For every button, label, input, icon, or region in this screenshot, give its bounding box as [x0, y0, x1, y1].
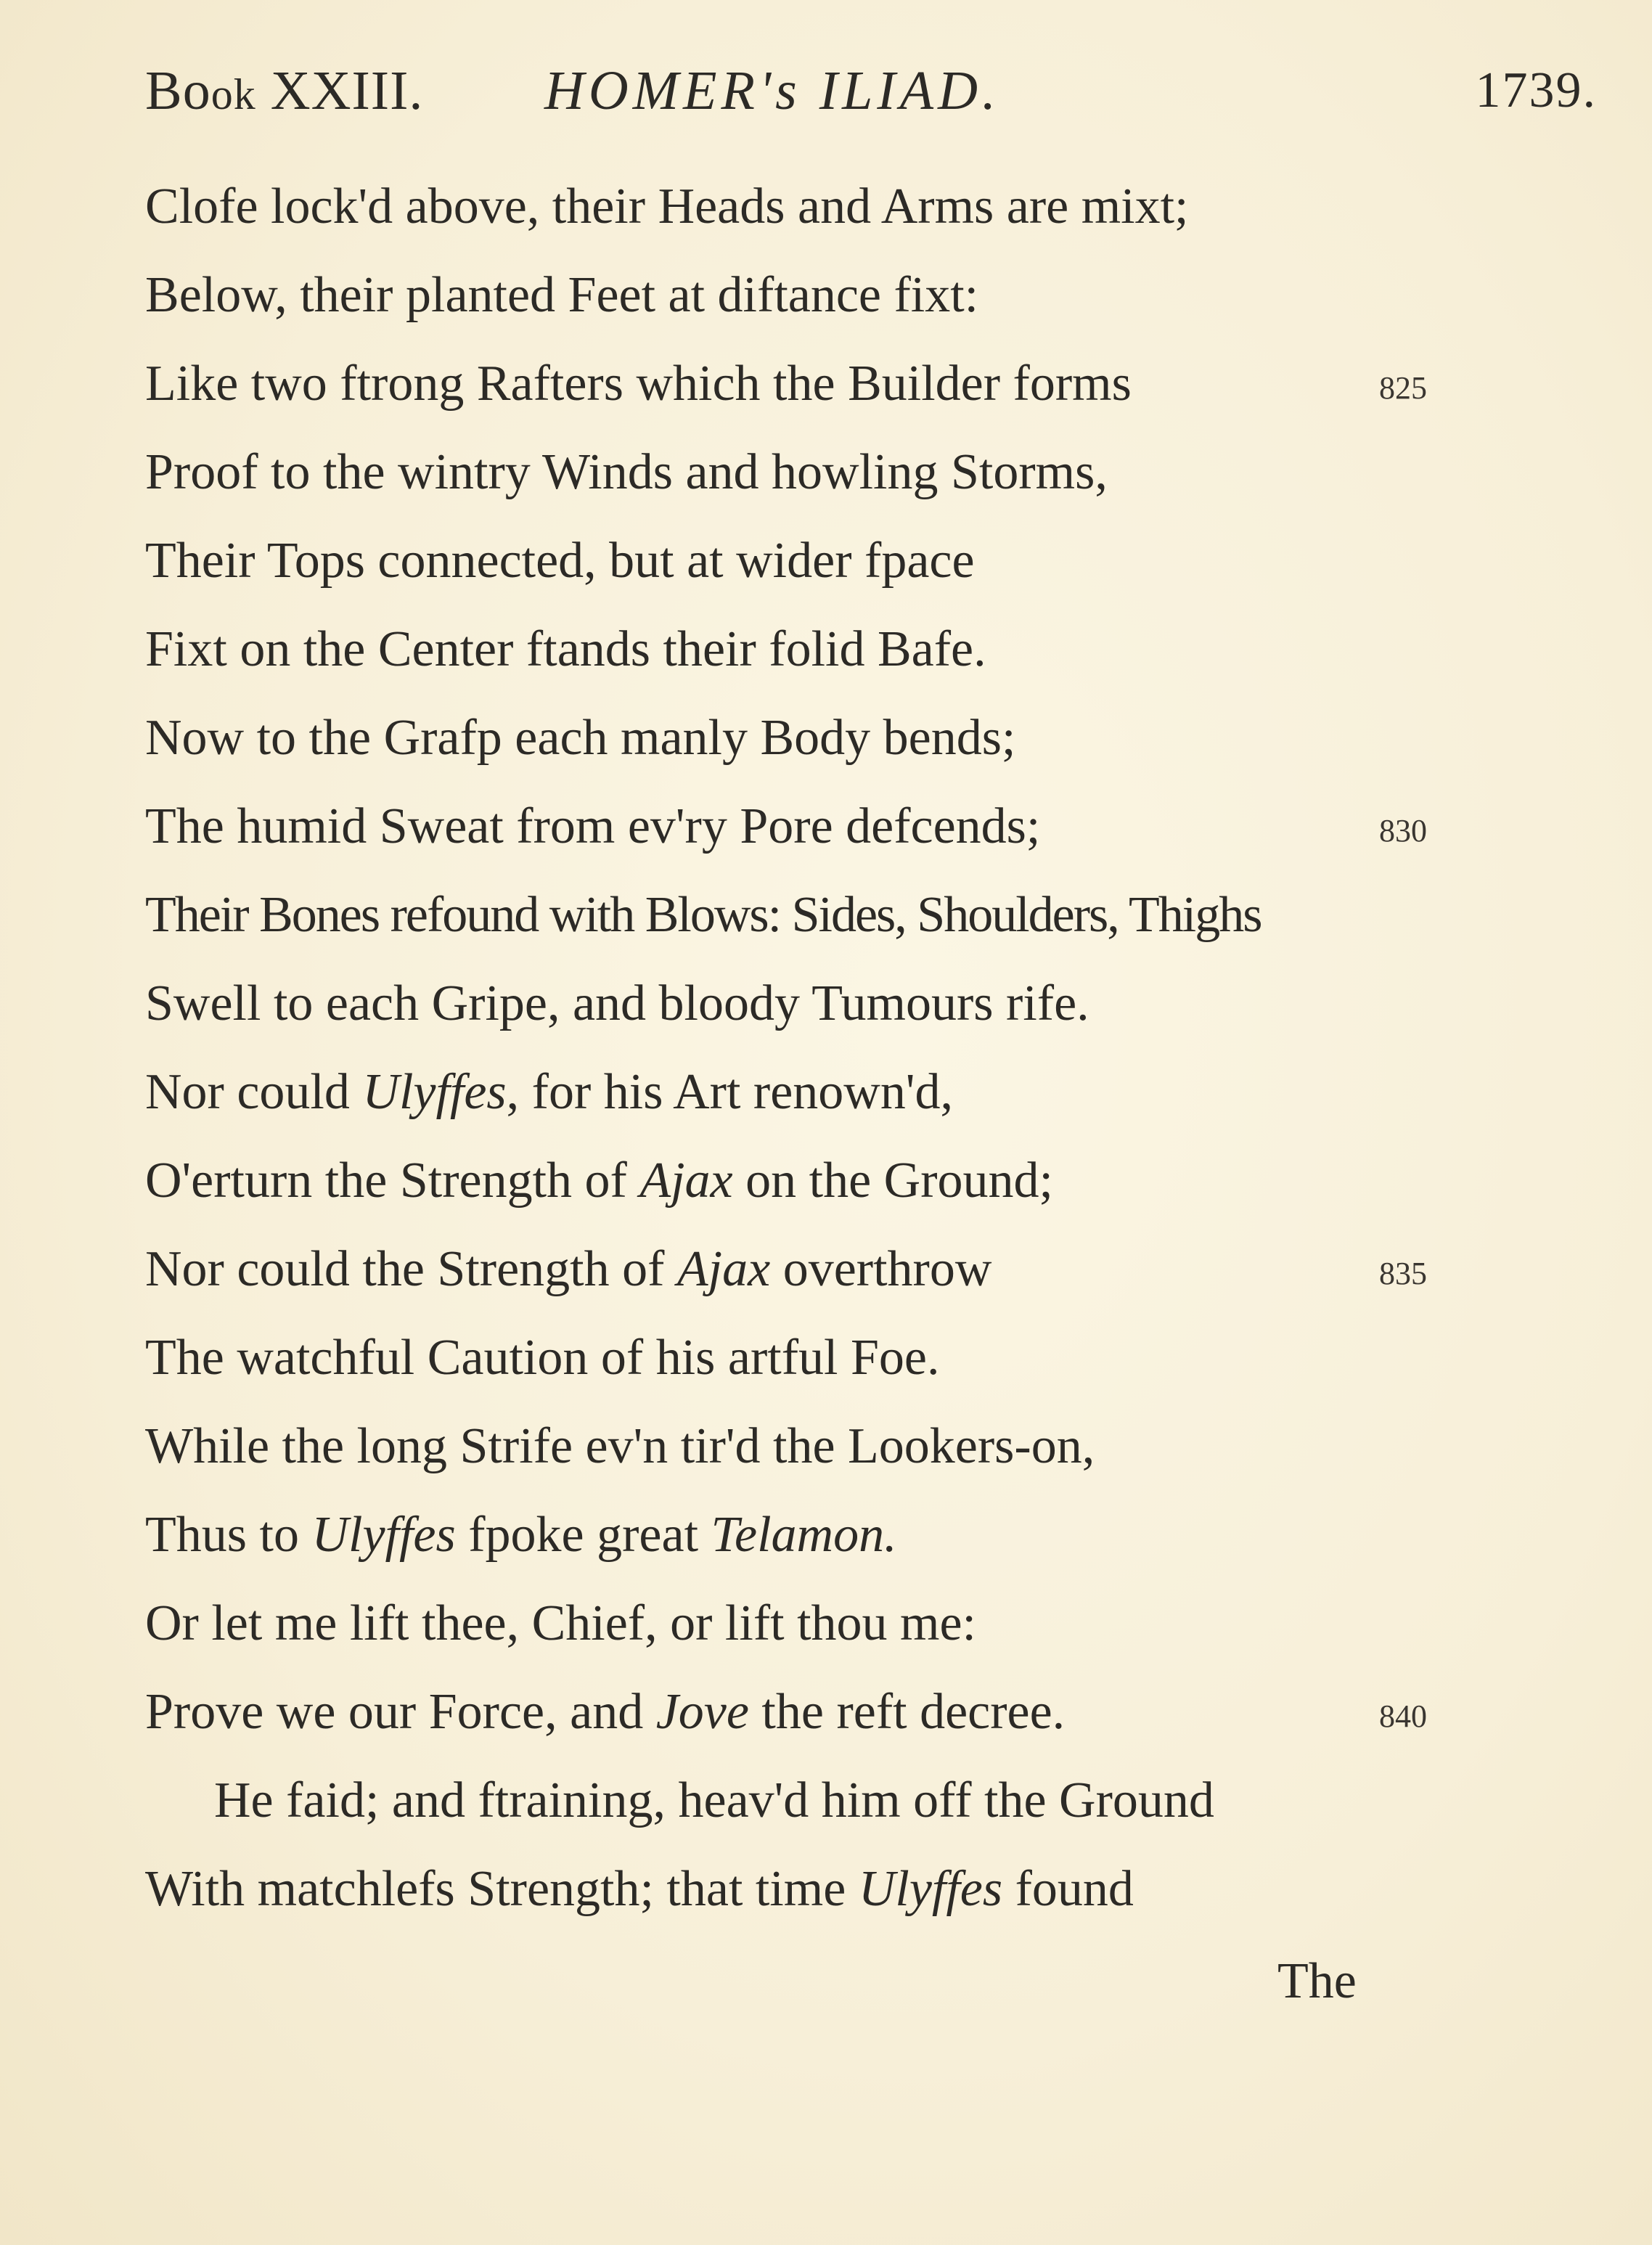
- verse-text: Fixt on the Center ftands their folid Bafe.: [145, 621, 986, 677]
- italic-name: Ulyffes: [311, 1507, 456, 1563]
- verse-text: Like two ftrong Rafters which the Builder forms: [145, 356, 1132, 412]
- verse-text: While the long Strife ev'n tir'd the Lookers-on,: [145, 1418, 1095, 1474]
- verse-line-13: [145, 1237, 1437, 1302]
- italic-name: Ulyffes: [858, 1861, 1003, 1917]
- verse-text: fpoke great: [455, 1507, 711, 1563]
- verse-text: Prove we our Force, and: [145, 1684, 656, 1740]
- verse-line-1: [145, 174, 1437, 240]
- verse-line-8: [145, 794, 1437, 859]
- verse-text: Clofe lock'd above, their Heads and Arms are mixt;: [145, 179, 1189, 234]
- verse-line-15: [145, 1414, 1437, 1479]
- catchword: The: [1277, 1953, 1357, 2009]
- verse-line-3: [145, 351, 1437, 417]
- book-number: XXIII.: [255, 60, 424, 121]
- verse-text: The watchful Caution of his artful Foe.: [145, 1330, 940, 1386]
- verse-text: Swell to each Gripe, and bloody Tumours rife.: [145, 976, 1089, 1031]
- book-label: [145, 51, 423, 134]
- verse-text: Their Bones refound with Blows: Sides, Shoulders, Thighs: [145, 887, 1262, 943]
- verse-text: Thus to: [145, 1507, 312, 1563]
- verse-text: Proof to the wintry Winds and howling Storms,: [145, 444, 1108, 500]
- verse-text: Nor could the Strength of: [145, 1241, 677, 1297]
- book-prefix: Bo: [145, 60, 211, 121]
- verse-line-18: [145, 1680, 1437, 1745]
- line-number-835: 835: [1379, 1256, 1427, 1291]
- italic-name: Telamon.: [711, 1507, 897, 1563]
- verse-line-5: [145, 528, 1437, 594]
- verse-line-10: [145, 971, 1437, 1036]
- verse-line-6: [145, 617, 1437, 682]
- verse-text: the reft decree.: [748, 1684, 1066, 1740]
- verse-line-7: [145, 706, 1437, 771]
- running-title: HOMER's ILIAD.: [544, 60, 1000, 121]
- verse-line-20: [145, 1857, 1437, 1922]
- verse-line-16: [145, 1502, 1437, 1568]
- verse-text: Nor could: [145, 1064, 363, 1120]
- verse-line-2: [145, 263, 1437, 328]
- verse-line-9: [145, 883, 1437, 948]
- verse-text: Their Tops connected, but at wider fpace: [145, 533, 975, 589]
- italic-name: Ajax: [676, 1241, 771, 1297]
- verse-text: found: [1002, 1861, 1134, 1917]
- page-number: 1739.: [1475, 62, 1597, 118]
- italic-name: Jove: [655, 1684, 749, 1740]
- line-number-825: 825: [1379, 370, 1427, 406]
- verse-text: He faid; and ftraining, heav'd him off the Ground: [214, 1772, 1214, 1828]
- verse-text: Below, their planted Feet at diftance fixt:: [145, 267, 979, 323]
- line-number-830: 830: [1379, 813, 1427, 848]
- verse-text: The humid Sweat from ev'ry Pore defcends;: [145, 798, 1041, 854]
- verse-text: , for his Art renown'd,: [506, 1064, 953, 1120]
- verse-line-14: [145, 1325, 1437, 1391]
- verse-text: Or let me lift thee, Chief, or lift thou me:: [145, 1595, 976, 1651]
- italic-name: Ulyffes: [362, 1064, 507, 1120]
- verse-text: Now to the Grafp each manly Body bends;: [145, 710, 1016, 766]
- italic-name: Ajax: [639, 1153, 733, 1209]
- verse-text: With matchlefs Strength; that time: [145, 1861, 859, 1917]
- book-small-caps: ok: [210, 70, 256, 118]
- line-number-840: 840: [1379, 1698, 1427, 1734]
- verse-text: on the Ground;: [732, 1153, 1053, 1209]
- verse-text: O'erturn the Strength of: [145, 1153, 640, 1209]
- page-header: [145, 51, 1597, 131]
- verse-line-17: [145, 1591, 1437, 1656]
- verse-text: overthrow: [770, 1241, 992, 1297]
- verse-line-4: [145, 440, 1437, 505]
- verse-line-19: [214, 1768, 1506, 1833]
- verse-line-11: [145, 1060, 1437, 1125]
- verse-line-12: [145, 1148, 1437, 1214]
